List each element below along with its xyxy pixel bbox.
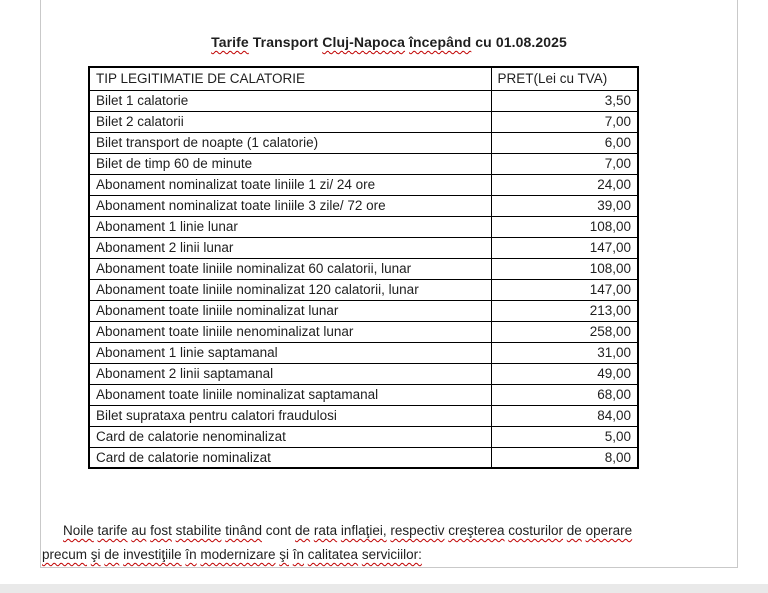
tariff-label-cell: Card de calatorie nominalizat bbox=[89, 447, 491, 468]
word: cont bbox=[265, 523, 292, 538]
misspelled-word: în bbox=[292, 547, 305, 562]
misspelled-word: respectiv bbox=[390, 523, 445, 538]
table-row bbox=[89, 279, 638, 300]
table-row bbox=[89, 384, 638, 405]
table-row bbox=[89, 195, 638, 216]
table-row bbox=[89, 447, 638, 468]
tariff-price-cell: 31,00 bbox=[491, 342, 638, 363]
misspelled-word: Noile bbox=[63, 523, 94, 538]
table-row bbox=[89, 132, 638, 153]
tariff-table bbox=[88, 66, 639, 469]
tariff-price-cell: 7,00 bbox=[491, 153, 638, 174]
misspelled-word: şi bbox=[90, 547, 101, 562]
misspelled-word: de bbox=[295, 523, 311, 538]
tariff-price-cell: 8,00 bbox=[491, 447, 638, 468]
misspelled-word: de bbox=[566, 523, 582, 538]
tariff-price-cell: 147,00 bbox=[491, 279, 638, 300]
misspelled-word: investiţiile bbox=[123, 547, 182, 562]
table-row bbox=[89, 426, 638, 447]
tariff-price-cell: 49,00 bbox=[491, 363, 638, 384]
table-row bbox=[89, 216, 638, 237]
table-row bbox=[89, 90, 638, 111]
tariff-label-cell: Bilet de timp 60 de minute bbox=[89, 153, 491, 174]
misspelled-word: tarife bbox=[97, 523, 128, 538]
table-header-row bbox=[89, 67, 638, 90]
misspelled-word: începând bbox=[409, 34, 472, 50]
misspelled-word: şi bbox=[279, 547, 289, 562]
table-row bbox=[89, 237, 638, 258]
tariff-price-cell: 6,00 bbox=[491, 132, 638, 153]
footnote-line-1 bbox=[42, 519, 737, 543]
footnote-paragraph bbox=[42, 519, 737, 567]
tariff-label-cell: Bilet 2 calatorii bbox=[89, 111, 491, 132]
document-title bbox=[41, 33, 737, 51]
table-row bbox=[89, 111, 638, 132]
tariff-price-cell: 213,00 bbox=[491, 300, 638, 321]
tariff-table-body bbox=[89, 90, 638, 468]
tariff-label-cell: Abonament 1 linie lunar bbox=[89, 216, 491, 237]
misspelled-word: modernizare bbox=[200, 547, 276, 562]
word: Transport bbox=[252, 34, 319, 50]
tariff-label-cell: Abonament 2 linii saptamanal bbox=[89, 363, 491, 384]
misspelled-word: tinând bbox=[225, 523, 262, 538]
tariff-price-cell: 108,00 bbox=[491, 216, 638, 237]
column-header-type: TIP LEGITIMATIE DE CALATORIE bbox=[89, 67, 491, 90]
misspelled-word: Cluj-Napoca bbox=[322, 34, 406, 50]
table-row bbox=[89, 321, 638, 342]
table-row bbox=[89, 153, 638, 174]
table-row bbox=[89, 405, 638, 426]
tariff-label-cell: Abonament nominalizat toate liniile 3 zile/ 72 ore bbox=[89, 195, 491, 216]
tariff-label-cell: Abonament toate liniile nominalizat saptamanal bbox=[89, 384, 491, 405]
misspelled-word: fost bbox=[150, 523, 172, 538]
footnote-line-2 bbox=[42, 543, 737, 567]
tariff-label-cell: Abonament toate liniile nenominalizat lunar bbox=[89, 321, 491, 342]
misspelled-word: precum bbox=[42, 547, 88, 562]
tariff-label-cell: Abonament 1 linie saptamanal bbox=[89, 342, 491, 363]
tariff-price-cell: 68,00 bbox=[491, 384, 638, 405]
tariff-label-cell: Bilet 1 calatorie bbox=[89, 90, 491, 111]
document-page bbox=[40, 0, 738, 568]
table-row bbox=[89, 174, 638, 195]
tariff-label-cell: Bilet transport de noapte (1 calatorie) bbox=[89, 132, 491, 153]
tariff-price-cell: 108,00 bbox=[491, 258, 638, 279]
tariff-price-cell: 24,00 bbox=[491, 174, 638, 195]
misspelled-word: stabilite bbox=[175, 523, 222, 538]
misspelled-word: în bbox=[185, 547, 197, 562]
window-bottom-strip bbox=[0, 584, 768, 593]
misspelled-word: rata bbox=[313, 523, 338, 538]
tariff-label-cell: Abonament toate liniile nominalizat 60 calatorii, lunar bbox=[89, 258, 491, 279]
table-row bbox=[89, 342, 638, 363]
tariff-price-cell: 5,00 bbox=[491, 426, 638, 447]
tariff-label-cell: Abonament toate liniile nominalizat 120 calatorii, lunar bbox=[89, 279, 491, 300]
tariff-label-cell: Card de calatorie nenominalizat bbox=[89, 426, 491, 447]
tariff-label-cell: Abonament toate liniile nominalizat lunar bbox=[89, 300, 491, 321]
misspelled-word: serviciilor: bbox=[361, 547, 422, 562]
misspelled-word: costurilor bbox=[508, 523, 564, 538]
tariff-price-cell: 7,00 bbox=[491, 111, 638, 132]
misspelled-word: creşterea bbox=[448, 523, 505, 538]
misspelled-word: operare bbox=[585, 523, 633, 538]
tariff-label-cell: Bilet suprataxa pentru calatori fraudulosi bbox=[89, 405, 491, 426]
misspelled-word: au bbox=[131, 523, 147, 538]
tariff-price-cell: 3,50 bbox=[491, 90, 638, 111]
tariff-label-cell: Abonament nominalizat toate liniile 1 zi/ 24 ore bbox=[89, 174, 491, 195]
word: cu 01.08.2025 bbox=[475, 34, 567, 50]
tariff-price-cell: 147,00 bbox=[491, 237, 638, 258]
misspelled-word: de bbox=[104, 547, 120, 562]
tariff-price-cell: 39,00 bbox=[491, 195, 638, 216]
tariff-price-cell: 258,00 bbox=[491, 321, 638, 342]
misspelled-word: inflaţiei, bbox=[340, 523, 387, 538]
tariff-price-cell: 84,00 bbox=[491, 405, 638, 426]
table-row bbox=[89, 258, 638, 279]
misspelled-word: Tarife bbox=[211, 34, 249, 50]
table-row bbox=[89, 363, 638, 384]
column-header-price: PRET(Lei cu TVA) bbox=[491, 67, 638, 90]
table-row bbox=[89, 300, 638, 321]
tariff-label-cell: Abonament 2 linii lunar bbox=[89, 237, 491, 258]
misspelled-word: calitatea bbox=[307, 547, 359, 562]
